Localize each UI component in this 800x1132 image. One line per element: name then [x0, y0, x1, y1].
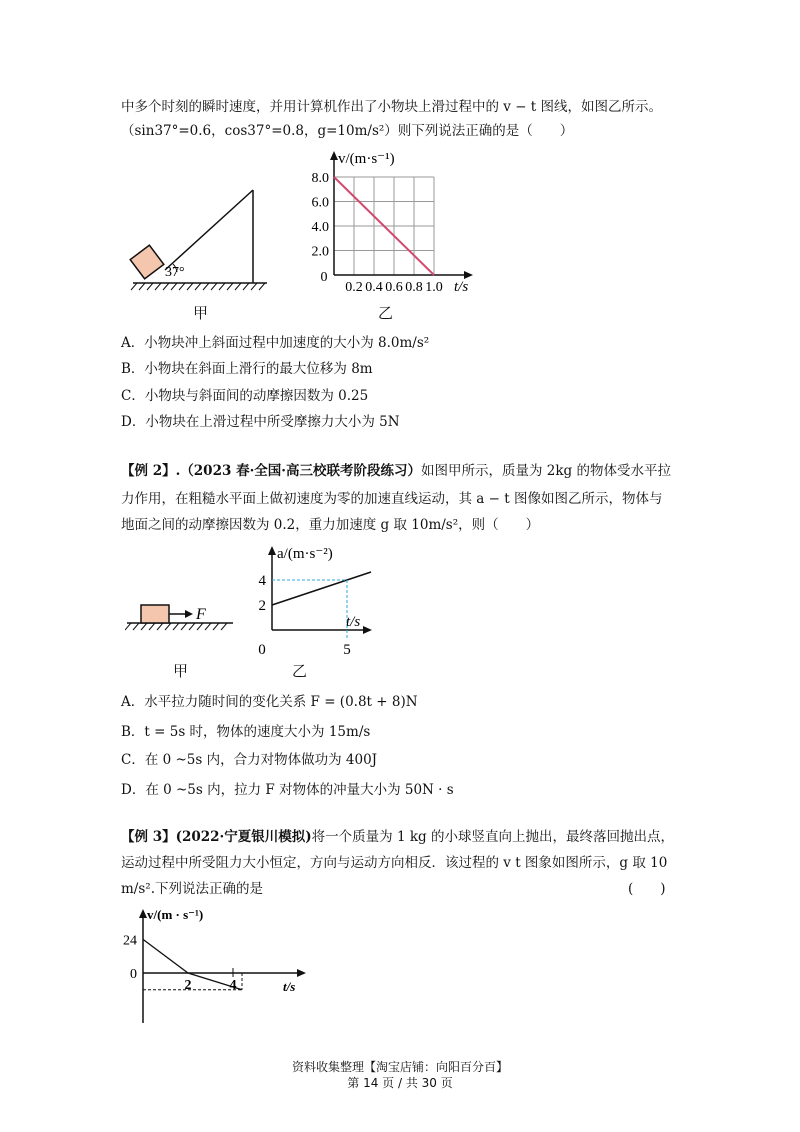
y-axis-arrow — [268, 546, 276, 555]
series-line — [143, 939, 242, 989]
y-tick-label: 8.0 — [311, 171, 329, 186]
q3-answer-paren: ( ) — [628, 881, 666, 897]
y-tick-label: 0 — [130, 967, 137, 982]
x-axis-label: t/s — [346, 614, 361, 630]
origin-label: 0 — [258, 642, 266, 658]
q2-text-line2: 力作用，在粗糙水平面上做初速度为零的加速直线运动，其 a − t 图像如图乙所示，物体与 — [121, 491, 663, 507]
q1-option-b: B．小物块在斜面上滑行的最大位移为 8m — [121, 361, 373, 377]
y-axis-label: v/(m·s⁻¹) — [338, 151, 395, 167]
x-axis-arrow — [297, 969, 306, 977]
q2-fig-jia-label: 甲 — [173, 662, 189, 680]
q2-option-d: D．在 0 ~5s 内，拉力 F 对物体的冲量大小为 50N · s — [121, 782, 454, 798]
q3-line1-rest: 将一个质量为 1 kg 的小球竖直向上抛出，最终落回抛出点， — [311, 829, 674, 845]
footer-page-number: 第 14 页 / 共 30 页 — [347, 1076, 453, 1090]
q1-option-d: D．小物块在上滑过程中所受摩擦力大小为 5N — [121, 414, 400, 430]
q2-at-chart — [250, 540, 380, 660]
x-tick-label: 0.4 — [365, 280, 383, 295]
q1-fig-yi-label: 乙 — [378, 304, 394, 322]
x-tick-label: 0.2 — [345, 280, 363, 295]
series-line — [272, 572, 371, 605]
x-tick-label: 1.0 — [425, 280, 443, 295]
q1-text-line2: （sin37°=0.6，cos37°=0.8，g=10m/s²）则下列说法正确的是（ ） — [121, 123, 574, 139]
q2-option-b: B．t = 5s 时，物体的速度大小为 15m/s — [121, 724, 371, 740]
q1-text-line1: 中多个时刻的瞬时速度，并用计算机作出了小物块上滑过程中的 v − t 图线，如图乙所示。 — [121, 99, 663, 115]
q3-text-line3: m/s².下列说法正确的是 — [121, 881, 263, 897]
q1-option-c: C．小物块与斜面间的动摩擦因数为 0.25 — [121, 388, 369, 404]
q1-vt-chart — [300, 145, 480, 300]
x-axis-arrow — [464, 271, 473, 279]
y-tick-label: 2.0 — [311, 244, 329, 260]
q1-block — [130, 245, 164, 279]
q2-line1-rest: 如图甲所示，质量为 2kg 的物体受水平拉 — [420, 463, 671, 479]
q2-text-line1 — [121, 461, 671, 481]
q2-block — [141, 605, 169, 623]
q2-force-label: F — [196, 606, 206, 623]
y-tick-label: 6.0 — [311, 195, 329, 211]
q2-fig-yi-label: 乙 — [292, 662, 308, 680]
y-tick-label: 4.0 — [311, 220, 329, 235]
q3-text-line1 — [121, 827, 674, 847]
x-axis-label: t/s — [454, 279, 469, 295]
q2-text-line3: 地面之间的动摩擦因数为 0.2，重力加速度 g 取 10m/s²，则（ ） — [121, 517, 540, 533]
q2-head: 【例 2】 — [121, 463, 176, 479]
q3-head: 【例 3】 — [121, 829, 176, 845]
x-tick-label: 0.6 — [385, 280, 403, 295]
y-tick-label: 2 — [258, 598, 266, 614]
y-axis-arrow — [330, 151, 338, 160]
x-tick-label: 4 — [229, 978, 237, 993]
q3-text-line2: 运动过程中所受阻力大小恒定，方向与运动方向相反．该过程的 v t 图象如图所示，g 取 10 — [121, 855, 668, 871]
x-axis-arrow — [363, 626, 372, 634]
q2-option-a: A．水平拉力随时间的变化关系 F = (0.8t + 8)N — [121, 694, 418, 710]
y-tick-label: 4 — [258, 573, 266, 589]
q1-incline-figure — [125, 180, 275, 300]
q3-source: (2022·宁夏银川模拟) — [175, 829, 312, 845]
q2-option-c: C．在 0 ~5s 内，合力对物体做功为 400J — [121, 752, 378, 768]
q3-vt-chart — [115, 903, 315, 1028]
q2-source: .（2023 春·全国·高三校联考阶段练习） — [175, 463, 421, 479]
q1-fig-jia-label: 甲 — [193, 304, 209, 322]
y-axis-label: v/(m · s⁻¹) — [147, 907, 204, 922]
x-tick-label: 5 — [343, 642, 351, 658]
q2-block-figure — [125, 595, 245, 640]
y-axis-label: a/(m·s⁻²) — [277, 546, 333, 562]
footer-shop: 资料收集整理【淘宝店铺：向阳百分百】 — [291, 1060, 508, 1074]
y-axis-arrow — [139, 909, 147, 918]
x-tick-label: 0.8 — [405, 280, 423, 295]
y-tick-label: 24 — [123, 933, 137, 949]
q1-angle-label: 37° — [165, 265, 185, 280]
x-axis-label: t/s — [283, 979, 296, 994]
q1-option-a: A．小物块冲上斜面过程中加速度的大小为 8.0m/s² — [121, 335, 430, 351]
x-tick-label: 2 — [184, 978, 192, 993]
origin-label: 0 — [320, 270, 328, 285]
